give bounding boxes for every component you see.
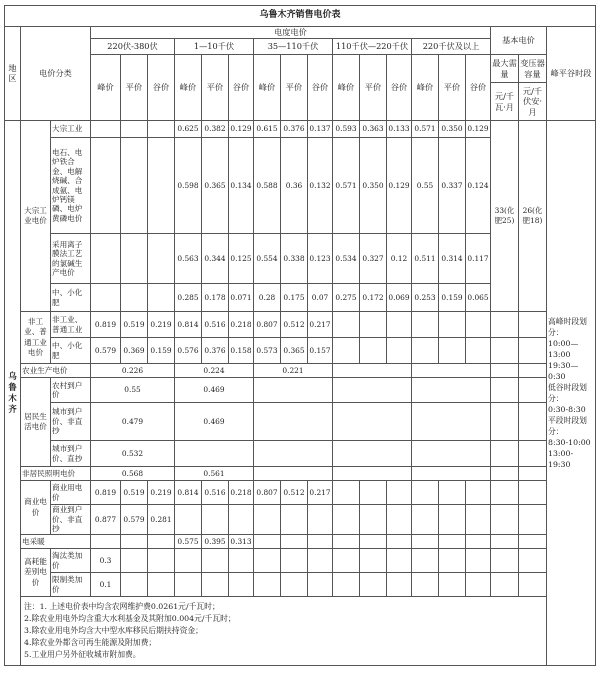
voltage-220-380: 220伏-380伏 xyxy=(91,39,175,55)
transformer-header: 变压器容量 xyxy=(519,55,547,83)
table-cell: 0.593 xyxy=(333,121,360,138)
category-header: 电价分类 xyxy=(21,27,91,121)
row-label: 商业用电价 xyxy=(51,481,91,505)
table-cell: 0.469 xyxy=(175,403,254,441)
row-label: 淘汰类加价 xyxy=(51,549,91,573)
basic-max-demand: 33(化肥25) xyxy=(491,121,519,312)
table-cell: 0.512 xyxy=(281,312,308,338)
table-cell: 0.159 xyxy=(439,284,466,312)
table-cell: 0.175 xyxy=(281,284,308,312)
col-flat: 平价 xyxy=(439,55,466,121)
table-cell: 0.218 xyxy=(229,481,254,505)
table-cell: 0.532 xyxy=(91,441,175,467)
row-label: 商业到户价、非直抄 xyxy=(51,505,91,535)
col-valley: 谷价 xyxy=(148,55,175,121)
table-cell: 0.395 xyxy=(202,535,229,549)
row-label: 农村到户价 xyxy=(51,378,91,403)
table-cell: 0.219 xyxy=(148,312,175,338)
table-cell: 0.071 xyxy=(229,284,254,312)
table-cell: 0.069 xyxy=(387,284,412,312)
max-demand-header: 最大需量 xyxy=(491,55,519,83)
table-cell: 0.877 xyxy=(91,505,121,535)
table-cell: 0.158 xyxy=(229,338,254,364)
table-cell: 0.365 xyxy=(202,138,229,234)
table-cell: 0.819 xyxy=(91,481,121,505)
voltage-1-10: 1—10千伏 xyxy=(175,39,254,55)
region-header: 地区 xyxy=(5,27,21,121)
table-cell: 0.226 xyxy=(91,364,175,378)
table-cell: 0.275 xyxy=(333,284,360,312)
table-cell: 0.369 xyxy=(121,338,148,364)
col-valley: 谷价 xyxy=(308,55,333,121)
table-cell: 0.129 xyxy=(229,121,254,138)
voltage-220-up: 220千伏及以上 xyxy=(412,39,491,55)
table-cell: 0.314 xyxy=(439,234,466,284)
col-flat: 平价 xyxy=(360,55,387,121)
table-cell: 0.516 xyxy=(202,312,229,338)
table-cell: 0.281 xyxy=(148,505,175,535)
row-label: 限制类加价 xyxy=(51,573,91,597)
voltage-35-110: 35—110千伏 xyxy=(254,39,333,55)
note-line: 3.除农业用电外均含大中型水库移民后期扶持资金； xyxy=(24,626,203,635)
table-cell: 0.563 xyxy=(175,234,202,284)
note-line: 4.除农业外都含可再生能源及附加费； xyxy=(24,638,157,647)
table-cell: 0.363 xyxy=(360,121,387,138)
col-flat: 平价 xyxy=(202,55,229,121)
table-cell: 0.516 xyxy=(202,481,229,505)
table-cell: 0.133 xyxy=(387,121,412,138)
table-cell: 0.625 xyxy=(175,121,202,138)
table-cell: 0.814 xyxy=(175,481,202,505)
basic-price-header: 基本电价 xyxy=(491,27,547,55)
row-label: 中、小化肥 xyxy=(51,284,91,312)
col-valley: 谷价 xyxy=(387,55,412,121)
table-cell: 0.313 xyxy=(229,535,254,549)
tariff-table xyxy=(4,5,596,666)
voltage-110-220: 110千伏—220千伏 xyxy=(333,39,412,55)
table-cell: 0.134 xyxy=(229,138,254,234)
row-label: 大宗工业 xyxy=(51,121,91,138)
peak-times: 10:00—13:00 19:30—0:30 xyxy=(548,339,579,381)
col-peak: 峰价 xyxy=(91,55,121,121)
group-non-industry: 非工业、普通工业电价 xyxy=(21,312,51,364)
notes xyxy=(21,597,596,666)
table-cell: 0.376 xyxy=(281,121,308,138)
row-label: 城市到户价、非直抄 xyxy=(51,403,91,441)
table-cell: 0.137 xyxy=(308,121,333,138)
col-peak: 峰价 xyxy=(175,55,202,121)
table-cell: 0.218 xyxy=(229,312,254,338)
table-cell: 0.554 xyxy=(254,234,281,284)
col-valley: 谷价 xyxy=(229,55,254,121)
table-cell: 0.561 xyxy=(175,467,254,481)
valley-heading: 低谷时段划分： xyxy=(548,383,587,403)
row-label: 电石、电炉铁合金、电解烧碱、合成氨、电炉钙镁磷、电炉黄磷电价 xyxy=(51,138,91,234)
table-cell: 0.224 xyxy=(175,364,254,378)
table-cell: 0.579 xyxy=(91,338,121,364)
table-cell: 0.568 xyxy=(91,467,175,481)
table-cell: 0.511 xyxy=(412,234,439,284)
table-cell: 0.350 xyxy=(360,138,387,234)
table-cell: 0.814 xyxy=(175,312,202,338)
table-cell: 0.55 xyxy=(91,378,175,403)
col-peak: 峰价 xyxy=(254,55,281,121)
table-cell: 0.129 xyxy=(466,121,491,138)
table-cell: 0.365 xyxy=(281,338,308,364)
table-cell: 0.807 xyxy=(254,481,281,505)
table-cell: 0.123 xyxy=(308,234,333,284)
group-resident: 居民生活电价 xyxy=(21,378,51,467)
table-cell: 0.598 xyxy=(175,138,202,234)
note-line: 2.除农业用电外均含重大水利基金及其附加0.004元/千瓦时； xyxy=(24,614,236,623)
peak-valley-periods xyxy=(548,316,594,470)
table-cell: 0.117 xyxy=(466,234,491,284)
table-cell: 0.338 xyxy=(281,234,308,284)
table-title: 乌鲁木齐销售电价表 xyxy=(5,6,596,27)
row-label: 非居民照明电价 xyxy=(21,467,91,481)
energy-price-header: 电度电价 xyxy=(91,27,491,39)
table-cell: 0.615 xyxy=(254,121,281,138)
row-label: 中、小化肥 xyxy=(51,338,91,364)
table-cell: 0.172 xyxy=(360,284,387,312)
table-cell: 0.571 xyxy=(333,138,360,234)
table-cell: 0.573 xyxy=(254,338,281,364)
group-commercial: 商业电价 xyxy=(21,481,51,535)
table-cell: 0.157 xyxy=(308,338,333,364)
table-cell: 0.253 xyxy=(412,284,439,312)
table-cell: 0.579 xyxy=(121,505,148,535)
table-cell: 0.12 xyxy=(387,234,412,284)
note-line: 5.工业用户另外征收城市附加费。 xyxy=(24,650,141,659)
table-cell: 0.382 xyxy=(202,121,229,138)
table-cell: 0.469 xyxy=(175,378,254,403)
table-cell: 0.519 xyxy=(121,312,148,338)
peak-valley-header: 峰平谷时段 xyxy=(547,27,596,121)
table-cell: 0.55 xyxy=(412,138,439,234)
table-cell: 0.571 xyxy=(412,121,439,138)
table-cell: 0.575 xyxy=(175,535,202,549)
col-peak: 峰价 xyxy=(333,55,360,121)
table-cell: 0.36 xyxy=(281,138,308,234)
basic-transformer: 26(化肥18) xyxy=(519,121,547,312)
table-cell: 0.1 xyxy=(91,573,121,597)
col-flat: 平价 xyxy=(281,55,308,121)
table-cell: 0.376 xyxy=(202,338,229,364)
group-high-energy: 高耗能差别电价 xyxy=(21,549,51,597)
table-cell: 0.178 xyxy=(202,284,229,312)
table-cell: 0.217 xyxy=(308,481,333,505)
table-cell: 0.125 xyxy=(229,234,254,284)
table-cell: 0.807 xyxy=(254,312,281,338)
table-cell: 0.479 xyxy=(91,403,175,441)
row-label: 非工业、普通工业 xyxy=(51,312,91,338)
row-label: 电采暖 xyxy=(21,535,91,549)
table-cell: 0.819 xyxy=(91,312,121,338)
col-flat: 平价 xyxy=(121,55,148,121)
table-cell: 0.327 xyxy=(360,234,387,284)
table-cell: 0.534 xyxy=(333,234,360,284)
table-cell: 0.217 xyxy=(308,312,333,338)
col-valley: 谷价 xyxy=(466,55,491,121)
table-cell: 0.124 xyxy=(466,138,491,234)
table-cell: 0.219 xyxy=(148,481,175,505)
group-large-industry: 大宗工业电价 xyxy=(21,121,51,312)
row-label: 农业生产电价 xyxy=(21,364,91,378)
table-cell: 0.3 xyxy=(91,549,121,573)
table-cell: 0.519 xyxy=(121,481,148,505)
max-demand-unit: 元/千瓦·月 xyxy=(491,83,519,121)
peak-heading: 高峰时段划分： xyxy=(548,317,587,337)
note-line: 注：1. 上述电价表中均含农网维护费0.0261元/千瓦时； xyxy=(24,602,220,611)
table-cell: 0.588 xyxy=(254,138,281,234)
table-cell: 0.337 xyxy=(439,138,466,234)
table-cell: 0.285 xyxy=(175,284,202,312)
table-cell: 0.576 xyxy=(175,338,202,364)
row-label: 城市到户价、直抄 xyxy=(51,441,91,467)
table-cell: 0.344 xyxy=(202,234,229,284)
table-cell: 0.221 xyxy=(254,364,333,378)
table-cell: 0.28 xyxy=(254,284,281,312)
flat-times: 8:30-10:00 13:00-19:30 xyxy=(548,438,591,469)
row-label: 采用离子膜法工艺的氯碱生产电价 xyxy=(51,234,91,284)
table-cell: 0.132 xyxy=(308,138,333,234)
transformer-unit: 元/千伏安·月 xyxy=(519,83,547,121)
table-cell: 0.129 xyxy=(387,138,412,234)
region-name: 乌鲁木齐 xyxy=(5,121,21,666)
flat-heading: 平段时段划分： xyxy=(548,416,587,436)
table-cell: 0.07 xyxy=(308,284,333,312)
table-cell: 0.512 xyxy=(281,481,308,505)
valley-times: 0:30-8:30 xyxy=(548,405,586,414)
col-peak: 峰价 xyxy=(412,55,439,121)
table-cell: 0.350 xyxy=(439,121,466,138)
table-cell: 0.159 xyxy=(148,338,175,364)
table-cell: 0.065 xyxy=(466,284,491,312)
